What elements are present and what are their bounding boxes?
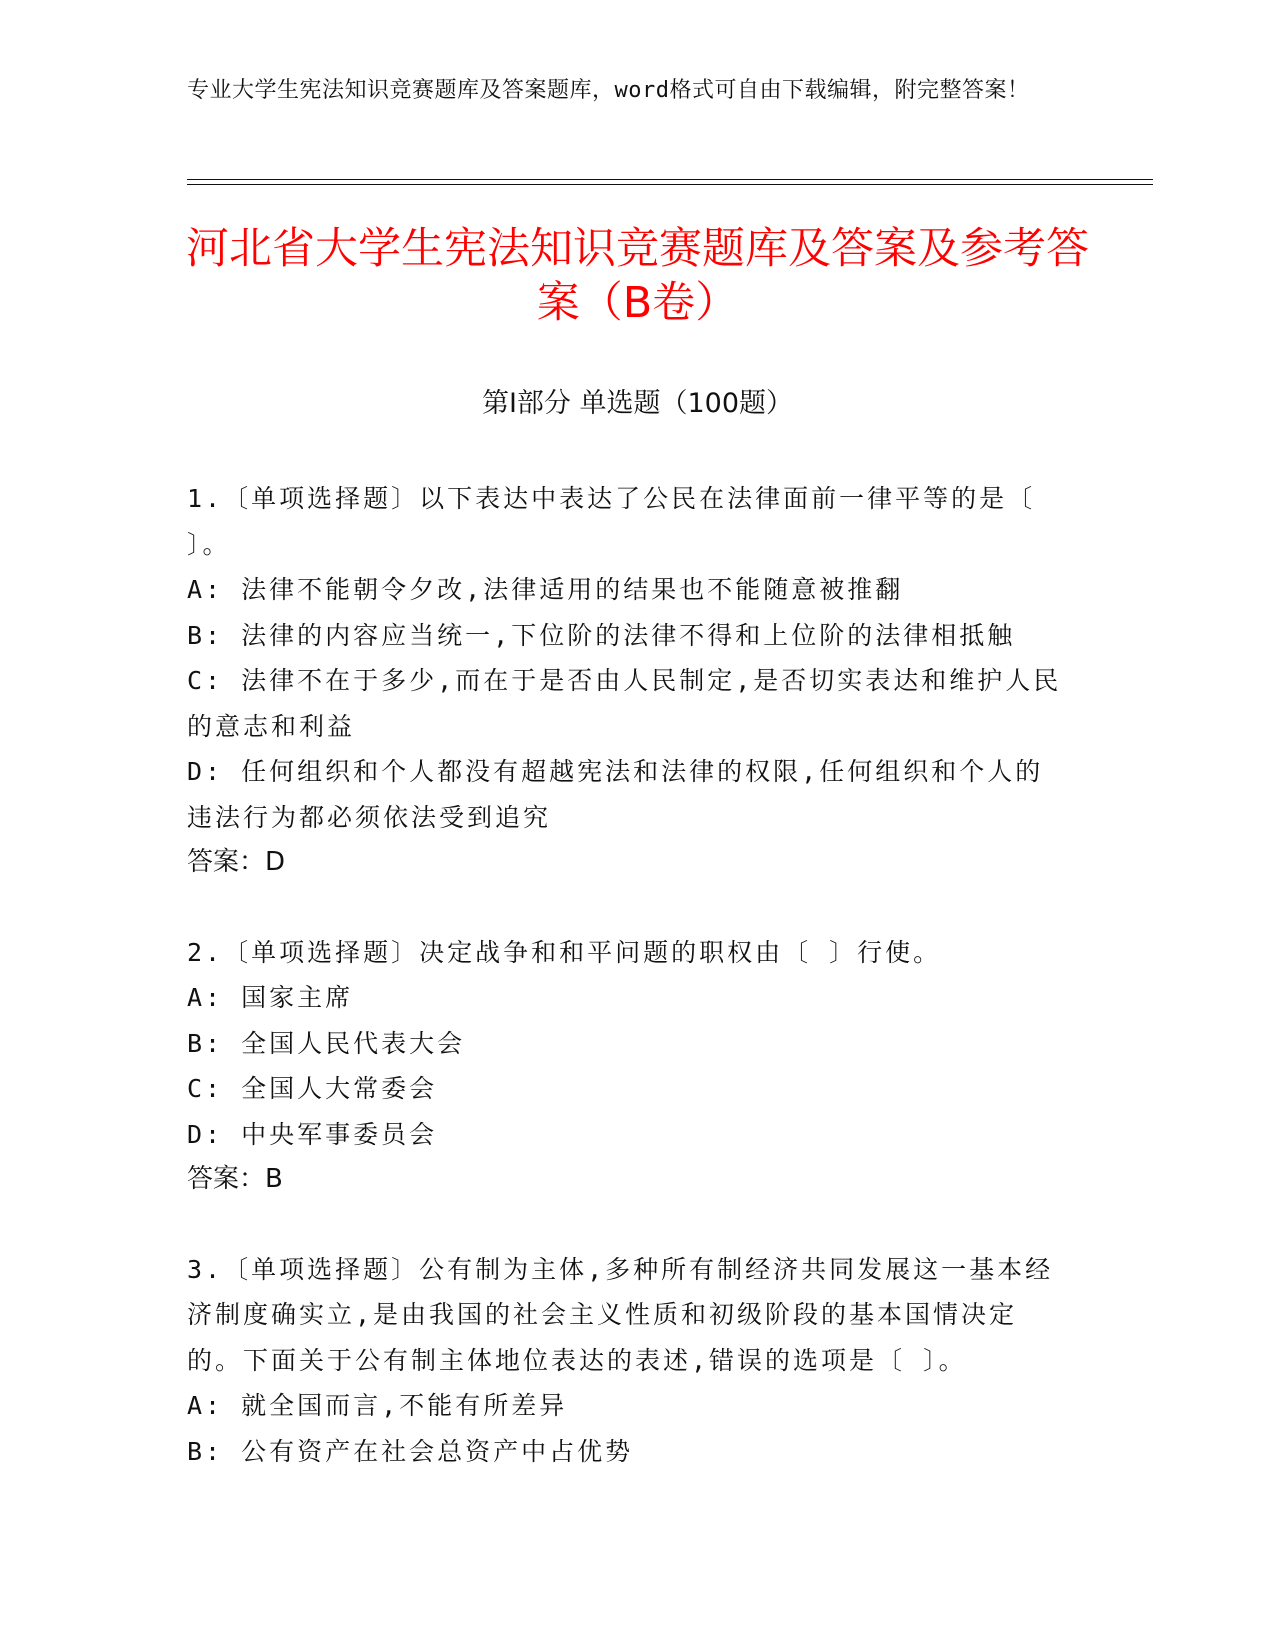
option-c: C: 全国人大常委会 [187, 1074, 438, 1103]
question-1 [187, 476, 1067, 886]
header-divider-top [187, 179, 1153, 180]
option-d: D: 中央军事委员会 [187, 1119, 438, 1149]
question-text: 3.〔单项选择题〕公有制为主体,多种所有制经济共同发展这一基本经济制度确实立,是由我国的社会主义性质和初级阶段的基本国情决定的。下面关于公有制主体地位表达的表述,错误的选项是〔 〕。 [187, 1254, 1054, 1375]
question-list [187, 476, 1067, 1518]
option-b: B: 法律的内容应当统一,下位阶的法律不得和上位阶的法律相抵触 [187, 620, 1016, 650]
question-text: 1.〔单项选择题〕以下表达中表达了公民在法律面前一律平等的是〔 〕。 [187, 484, 1036, 559]
answer: 答案：D [187, 847, 286, 877]
answer: 答案：B [187, 1164, 283, 1194]
option-a: A: 国家主席 [187, 983, 354, 1012]
header-divider-bottom [187, 184, 1153, 185]
header-note: 专业大学生宪法知识竞赛题库及答案题库，word格式可自由下载编辑，附完整答案！ [187, 78, 1030, 103]
question-2 [187, 930, 1067, 1203]
option-c: C: 法律不在于多少,而在于是否由人民制定,是否切实表达和维护人民的意志和利益 [187, 666, 1062, 741]
option-b: B: 公有资产在社会总资产中占优势 [187, 1436, 634, 1466]
section-title: 第Ⅰ部分 单选题（100题） [481, 388, 794, 419]
question-3 [187, 1247, 1067, 1475]
option-a: A: 就全国而言,不能有所差异 [187, 1391, 568, 1420]
option-a: A: 法律不能朝令夕改,法律适用的结果也不能随意被推翻 [187, 575, 904, 604]
option-b: B: 全国人民代表大会 [187, 1028, 466, 1058]
option-d: D: 任何组织和个人都没有超越宪法和法律的权限,任何组织和个人的违法行为都必须依法受到追究 [187, 757, 1044, 832]
question-text: 2.〔单项选择题〕决定战争和和平问题的职权由〔 〕行使。 [187, 937, 942, 967]
document-title: 河北省大学生宪法知识竞赛题库及答案及参考答案（B卷） [186, 224, 1089, 328]
